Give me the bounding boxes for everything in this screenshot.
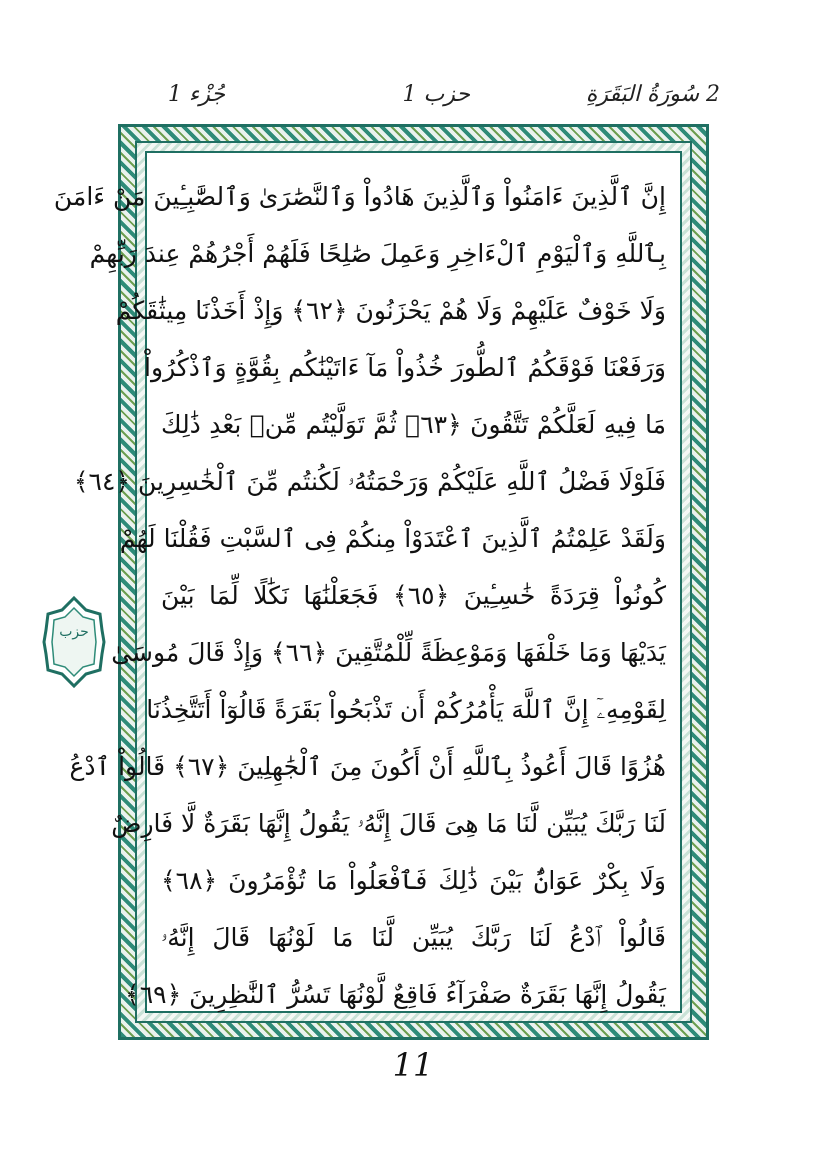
hizb-marker-label: حزب — [59, 624, 89, 640]
text-line: يَدَيْهَا وَمَا خَلْفَهَا وَمَوْعِظَةً لِّلْمُتَّقِينَ ﴿٦٦﴾ وَإِذْ قَالَ مُوسَىٰ — [111, 638, 666, 667]
text-line: يَقُولُ إِنَّهَا بَقَرَةٌ صَفْرَآءُ فَاقِعٌ لَّوْنُهَا تَسُرُّ ٱلنَّٰظِرِينَ ﴿٦٩﴾ — [125, 980, 666, 1009]
surah-title: 2 سُورَةُ البَقَرَةِ — [585, 82, 720, 107]
hizb-label: حزب 1 — [402, 82, 470, 107]
text-line: قَالُواْ ٱدْعُ لَنَا رَبَّكَ يُبَيِّن لَّنَا مَا لَوْنُهَا قَالَ إِنَّهُۥ — [161, 923, 666, 952]
text-line: لَنَا رَبَّكَ يُبَيِّن لَّنَا مَا هِىَ قَالَ إِنَّهُۥ يَقُولُ إِنَّهَا بَقَرَةٌ لَّا فَارِضٌ — [111, 809, 666, 838]
page-header — [140, 78, 720, 118]
text-line: وَلَا بِكْرٌ عَوَانٌۢ بَيْنَ ذَٰلِكَ فَٱفْعَلُواْ مَا تُؤْمَرُونَ ﴿٦٨﴾ — [161, 866, 666, 895]
text-line: بِٱللَّهِ وَٱلْيَوْمِ ٱلْءَاخِرِ وَعَمِلَ صَٰلِحًا فَلَهُمْ أَجْرُهُمْ عِندَ رَبِّهِمْ — [89, 239, 666, 268]
text-line: هُزُوًا قَالَ أَعُوذُ بِٱللَّهِ أَنْ أَكُونَ مِنَ ٱلْجَٰهِلِينَ ﴿٦٧﴾ قَالُواْ ٱدْعُ — [69, 752, 666, 781]
text-line: وَرَفَعْنَا فَوْقَكُمُ ٱلطُّورَ خُذُواْ مَآ ءَاتَيْنَٰكُم بِقُوَّةٍ وَٱذْكُرُواْ — [144, 353, 666, 382]
juz-label: جُزْء 1 — [167, 82, 225, 107]
text-line: كُونُواْ قِرَدَةً خَٰسِـِٔينَ ﴿٦٥﴾ فَجَعَلْنَٰهَا نَكَٰلًا لِّمَا بَيْنَ — [161, 581, 666, 610]
hizb-ornament-icon — [42, 596, 106, 688]
text-line: فَلَوْلَا فَضْلُ ٱللَّهِ عَلَيْكُمْ وَرَحْمَتُهُۥ لَكُنتُم مِّنَ ٱلْخَٰسِرِينَ ﴿٦٤﴾ — [73, 467, 666, 496]
page-number: 11 — [392, 1046, 434, 1084]
text-line: وَلَا خَوْفٌ عَلَيْهِمْ وَلَا هُمْ يَحْزَنُونَ ﴿٦٢﴾ وَإِذْ أَخَذْنَا مِيثَٰقَكُمْ — [115, 296, 666, 325]
text-line: مَا فِيهِ لَعَلَّكُمْ تَتَّقُونَ ﴿٦٣﴾ ثُمَّ تَوَلَّيْتُم مِّنۢ بَعْدِ ذَٰلِكَ — [161, 410, 667, 439]
text-line: إِنَّ ٱلَّذِينَ ءَامَنُواْ وَٱلَّذِينَ هَادُواْ وَٱلنَّصَٰرَىٰ وَٱلصَّٰبِـِٔينَ مَنْ ءَامَنَ — [53, 182, 666, 211]
text-line: وَلَقَدْ عَلِمْتُمُ ٱلَّذِينَ ٱعْتَدَوْاْ مِنكُمْ فِى ٱلسَّبْتِ فَقُلْنَا لَهُمْ — [119, 524, 666, 553]
text-line: لِقَوْمِهِۦٓ إِنَّ ٱللَّهَ يَأْمُرُكُمْ أَن تَذْبَحُواْ بَقَرَةً قَالُوٓاْ أَتَتَّخِذُنَا — [146, 695, 666, 724]
